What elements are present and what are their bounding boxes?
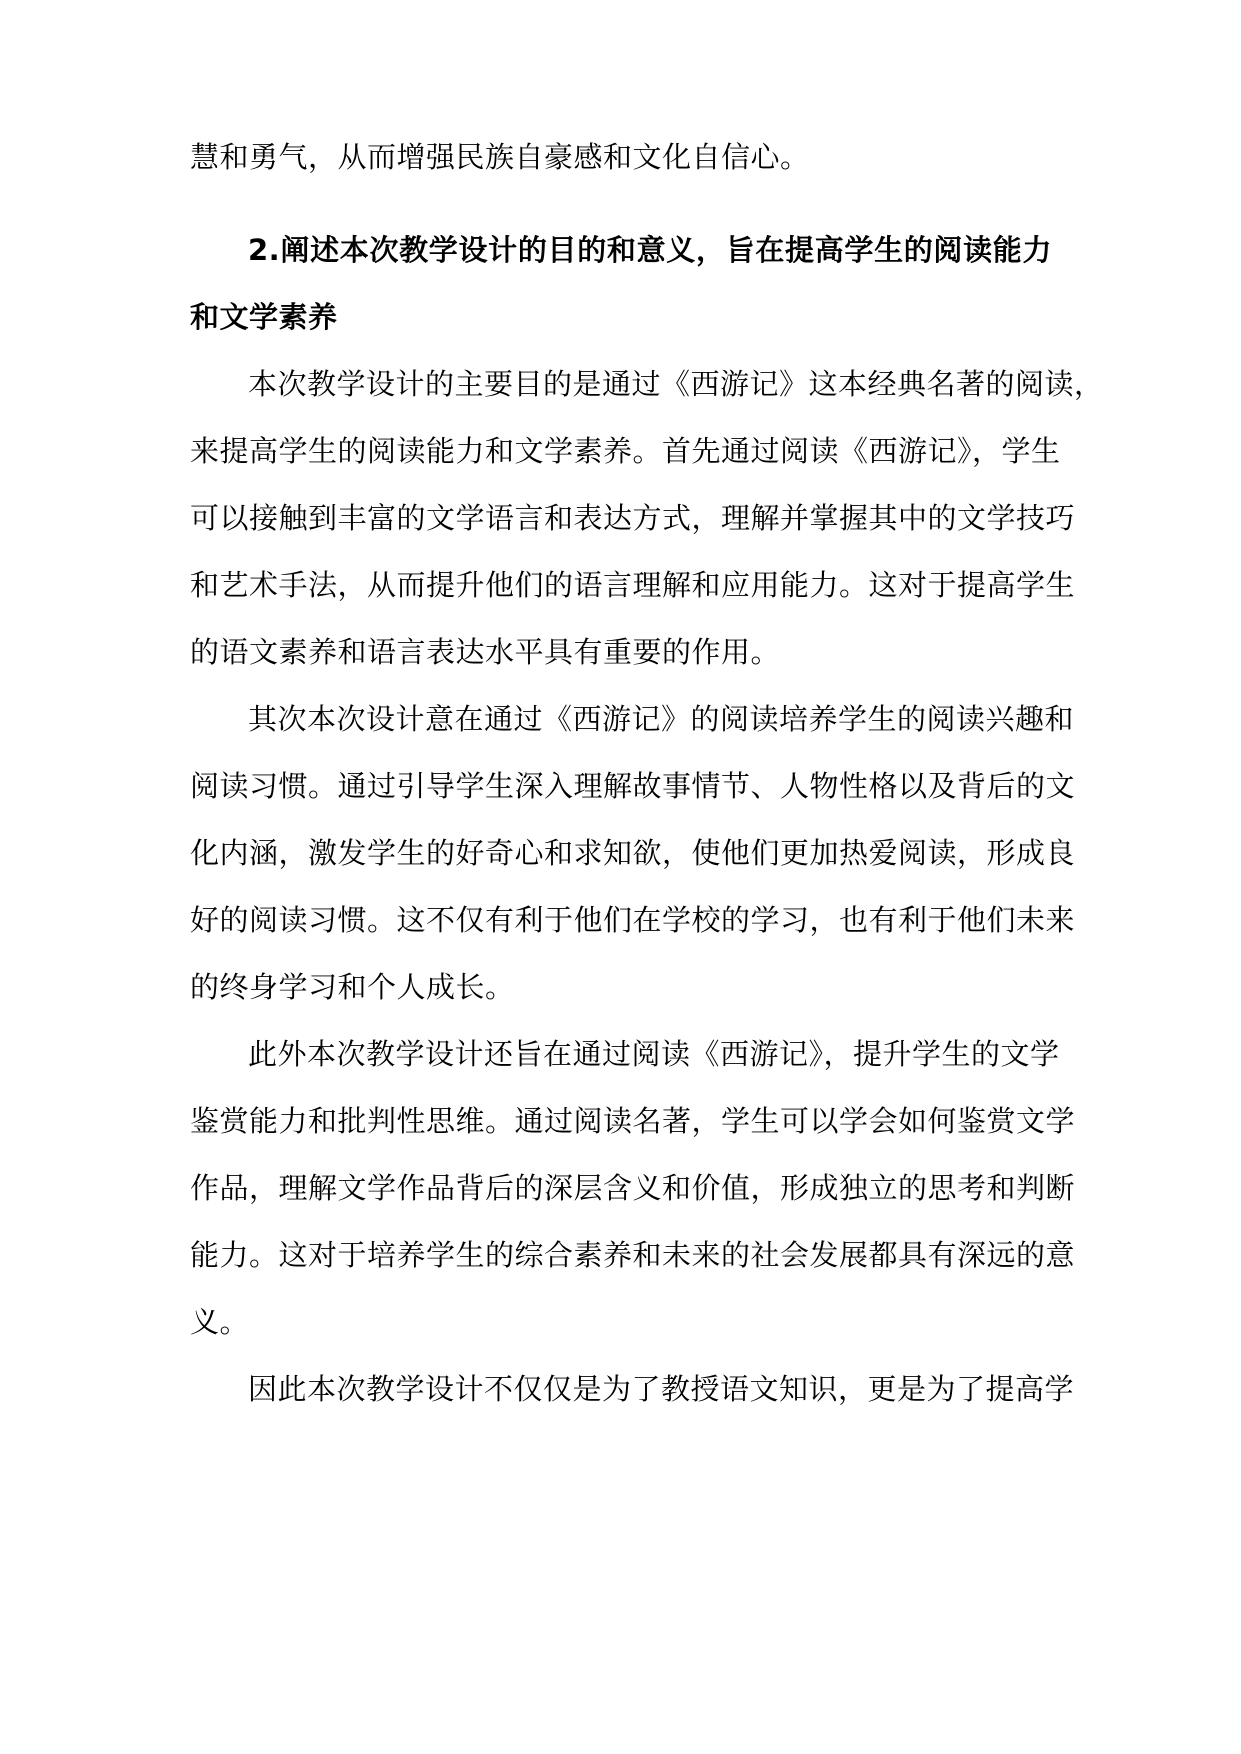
paragraph-4-line-1: 因此本次教学设计不仅仅是为了教授语文知识，更是为了提高学 <box>248 1372 1075 1406</box>
paragraph-2-line-2: 阅读习惯。通过引导学生深入理解故事情节、人物性格以及背后的文 <box>190 769 1076 803</box>
paragraph-2-line-5: 的终身学习和个人成长。 <box>190 970 515 1004</box>
paragraph-3-line-3: 作品，理解文学作品背后的深层含义和价值，形成独立的思考和判断 <box>190 1171 1076 1205</box>
section-heading-number: 2. <box>248 233 281 267</box>
paragraph-3-line-5: 义。 <box>190 1305 250 1339</box>
paragraph-1-line-3: 可以接触到丰富的文学语言和表达方式，理解并掌握其中的文学技巧 <box>190 501 1076 535</box>
continuation-line: 慧和勇气，从而增强民族自豪感和文化自信心。 <box>190 140 810 174</box>
paragraph-3-line-4: 能力。这对于培养学生的综合素养和未来的社会发展都具有深远的意 <box>190 1238 1076 1272</box>
paragraph-2-line-1: 其次本次设计意在通过《西游记》的阅读培养学生的阅读兴趣和 <box>248 702 1075 736</box>
section-heading-text-1: 阐述本次教学设计的目的和意义，旨在提高学生的阅读能力 <box>280 233 1052 267</box>
paragraph-1-line-1: 本次教学设计的主要目的是通过《西游记》这本经典名著的阅读， <box>248 367 1104 401</box>
paragraph-1-line-2: 来提高学生的阅读能力和文学素养。首先通过阅读《西游记》，学生 <box>190 434 1061 468</box>
section-heading-line-2: 和文学素养 <box>190 300 338 334</box>
paragraph-2-line-3: 化内涵，激发学生的好奇心和求知欲，使他们更加热爱阅读，形成良 <box>190 836 1076 870</box>
paragraph-1-line-4: 和艺术手法，从而提升他们的语言理解和应用能力。这对于提高学生 <box>190 568 1076 602</box>
section-heading-line-1 <box>248 230 1052 270</box>
paragraph-1-line-5: 的语文素养和语言表达水平具有重要的作用。 <box>190 635 781 669</box>
paragraph-3-line-2: 鉴赏能力和批判性思维。通过阅读名著，学生可以学会如何鉴赏文学 <box>190 1104 1076 1138</box>
paragraph-2-line-4: 好的阅读习惯。这不仅有利于他们在学校的学习，也有利于他们未来 <box>190 903 1076 937</box>
paragraph-3-line-1: 此外本次教学设计还旨在通过阅读《西游记》，提升学生的文学 <box>248 1037 1060 1071</box>
